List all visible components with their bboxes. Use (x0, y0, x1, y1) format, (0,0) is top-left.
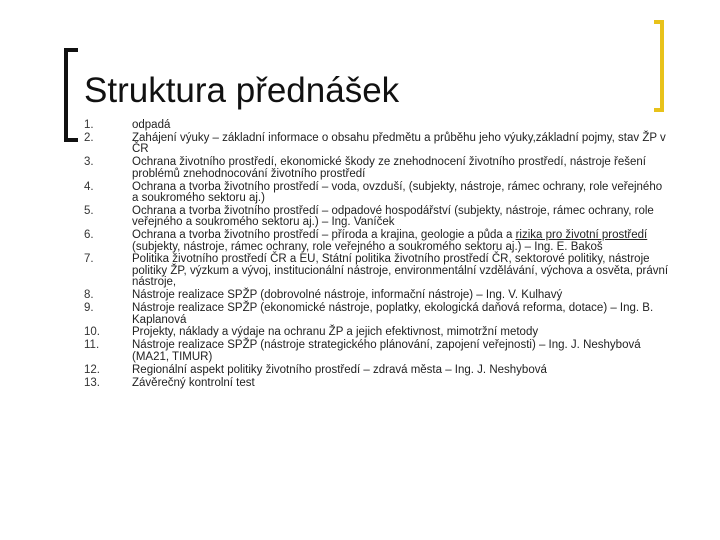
risks-link[interactable]: rizika pro životní prostředí (515, 229, 648, 242)
list-item (84, 182, 669, 205)
item-text: Nástroje realizace SPŽP (nástroje strategického plánování, zapojení veřejnosti) – Ing. J. Neshybová (MA21, TIMUR) (132, 339, 641, 363)
list-item (84, 206, 669, 229)
list-item (84, 120, 669, 131)
item-text: Politika životního prostředí ČR a EU, Státní politika životního prostředí ČR, sektorové politiky, nástroje politiky ŽP, výzkum a vývoj, institucionální nástroje, environmentální vzdělávání, výchova a osvěta, právní nástroje, (132, 253, 669, 289)
item-number: 9. (84, 302, 94, 315)
item-text: odpadá (132, 119, 171, 131)
item-number: 4. (84, 180, 94, 193)
item-number: 5. (84, 204, 94, 217)
item-text: Regionální aspekt politiky životního prostředí – zdravá města – Ing. J. Neshybová (132, 363, 547, 376)
item-number: 8. (84, 289, 94, 302)
item-number: 2. (84, 131, 94, 144)
item-number: 1. (84, 119, 94, 131)
right-bracket-decoration (654, 20, 664, 112)
list-item (84, 290, 669, 301)
item-number: 10. (84, 326, 100, 339)
item-text-start: Ochrana a tvorba životního prostředí – příroda a krajina, geologie a půda a (132, 229, 516, 242)
left-bracket-decoration (64, 48, 78, 142)
item-number: 11. (84, 339, 100, 352)
item-text: Zahájení výuky – základní informace o obsahu předmětu a průběhu jeho výuky,základní pojmy, stav ŽP v ČR (132, 131, 666, 156)
list-item (84, 327, 669, 338)
item-text: Projekty, náklady a výdaje na ochranu ŽP a jejich efektivnost, mimotržní metody (132, 326, 539, 339)
item-text: Nástroje realizace SPŽP (dobrovolné nástroje, informační nástroje) – Ing. V. Kulhavý (132, 289, 563, 302)
item-number: 12. (84, 363, 100, 376)
list-item (84, 230, 669, 253)
item-text: Nástroje realizace SPŽP (ekonomické nástroje, poplatky, ekologická daňová reforma, dotace) – Ing. B. Kaplanová (132, 302, 654, 326)
item-number: 3. (84, 156, 94, 169)
item-text: Ochrana a tvorba životního prostředí – odpadové hospodářství (subjekty, nástroje, rámec ochrany, role veřejného a soukromého sektoru aj.) – Ing. Vaníček (132, 204, 654, 229)
item-text-end: (subjekty, nástroje, rámec ochrany, role veřejného a soukromého sektoru aj.) – Ing. E. Bakoš (132, 240, 603, 253)
list-item (84, 303, 669, 326)
slide-title: Struktura přednášek (84, 71, 400, 110)
item-text: Ochrana životního prostředí, ekonomické škody ze znehodnocení životního prostředí, nástroje řešení problémů znehodnocování životního prostředí (132, 156, 646, 180)
lecture-list (84, 120, 669, 390)
list-item (84, 340, 669, 363)
item-number: 7. (84, 253, 94, 266)
item-text (132, 230, 669, 253)
list-item (84, 378, 669, 389)
item-number: 6. (84, 229, 94, 242)
list-item (84, 133, 669, 156)
list-item (84, 157, 669, 180)
list-item (84, 254, 669, 288)
item-number: 13. (84, 376, 100, 389)
list-item (84, 365, 669, 376)
item-text: Závěrečný kontrolní test (132, 376, 255, 389)
item-text: Ochrana a tvorba životního prostředí – voda, ovzduší, (subjekty, nástroje, rámec ochrany, role veřejného a soukromého sektoru aj.) (132, 180, 663, 204)
